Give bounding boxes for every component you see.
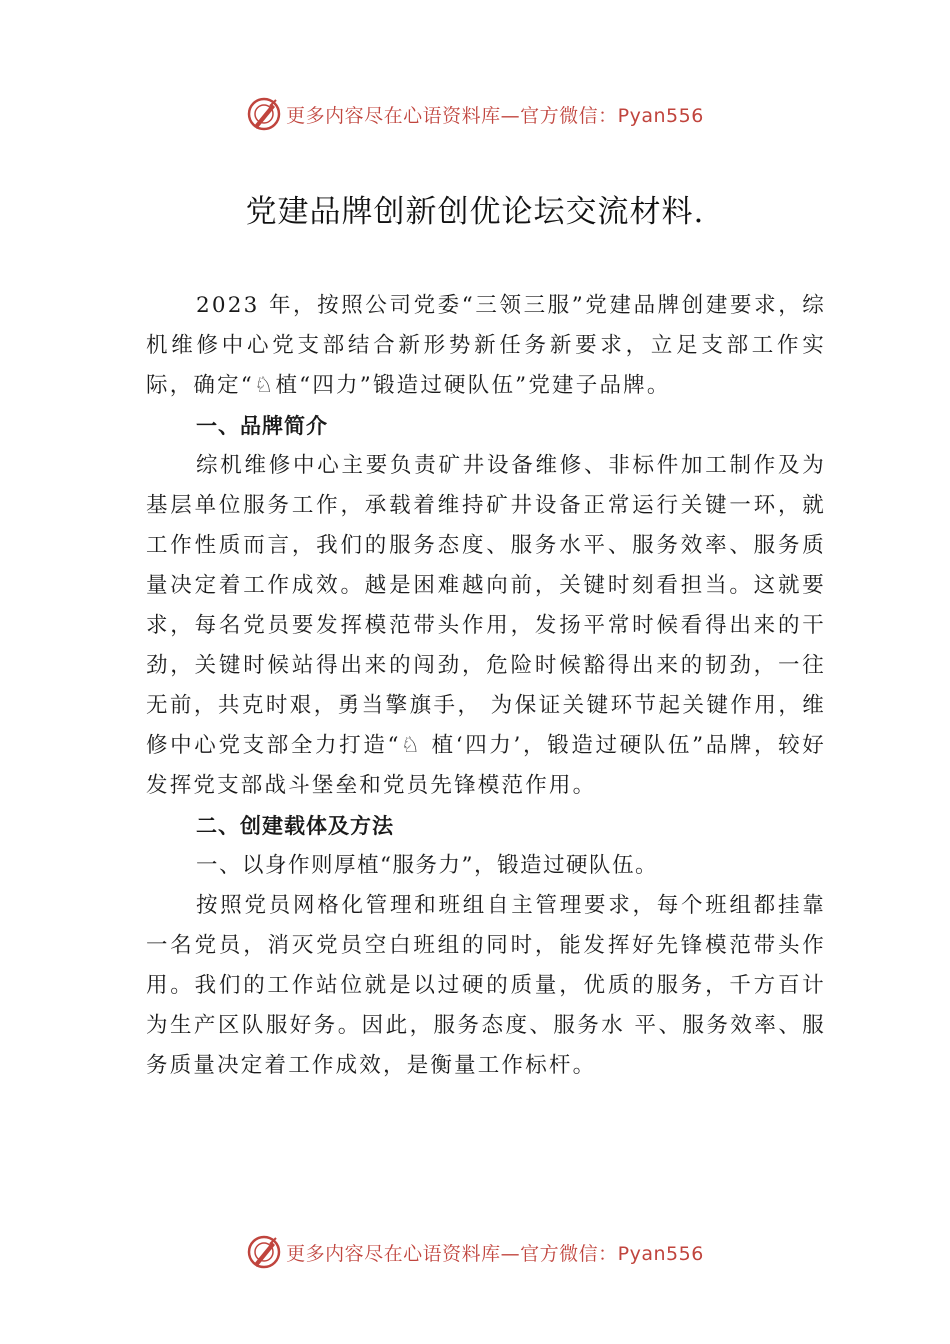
brand-intro-paragraph: 综机维修中心主要负责矿井设备维修、非标件加工制作及为基层单位服务工作，承载着维持矿井设备正常运行关键一环，就工作性质而言，我们的服务态度、服务水平、服务效率、服务质量决定着工作成效。越是困难越向前，关键时刻看担当。这就要求，每名党员要发挥模范带头作用，发扬平常时候看得出来的干劲，关键时候站得出来的闯劲，危险时候豁得出来的韧劲，一往无前，共克时艰，勇当擎旗手， 为保证关键环节起关键作用，维修中心党支部全力打造“♘ 植‘四力’，锻造过硬队伍”品牌，较好发挥党支部战斗堡垒和党员先锋模范作用。 — [146, 453, 826, 798]
subsection-heading-service: 一、以身作则厚植“服务力”，锻造过硬队伍。 — [196, 853, 658, 878]
footer-banner — [0, 1232, 950, 1272]
document-body — [146, 286, 826, 1086]
header-banner — [0, 94, 950, 134]
intro-paragraph: 2023 年，按照公司党委“三领三服”党建品牌创建要求，综机维修中心党支部结合新形势新任务新要求，立足支部工作实际，确定“♘植“四力”锻造过硬队伍”党建子品牌。 — [146, 293, 826, 398]
section-heading-brand-intro: 一、品牌简介 — [196, 414, 328, 438]
pen-logo-icon — [246, 96, 282, 132]
document-title: 党建品牌创新创优论坛交流材料. — [245, 194, 705, 230]
banner-text: 更多内容尽在心语资料库—官方微信：Pyan556 — [286, 1242, 704, 1265]
banner-text: 更多内容尽在心语资料库—官方微信：Pyan556 — [286, 104, 704, 127]
pen-logo-icon — [246, 1234, 282, 1270]
section-heading-carrier-methods: 二、创建载体及方法 — [196, 814, 394, 838]
service-paragraph: 按照党员网格化管理和班组自主管理要求，每个班组都挂靠一名党员，消灭党员空白班组的同时，能发挥好先锋模范带头作用。我们的工作站位就是以过硬的质量，优质的服务，千方百计为生产区队服好务。因此，服务态度、服务水 平、服务效率、服务质量决定着工作成效，是衡量工作标杆。 — [146, 893, 826, 1078]
